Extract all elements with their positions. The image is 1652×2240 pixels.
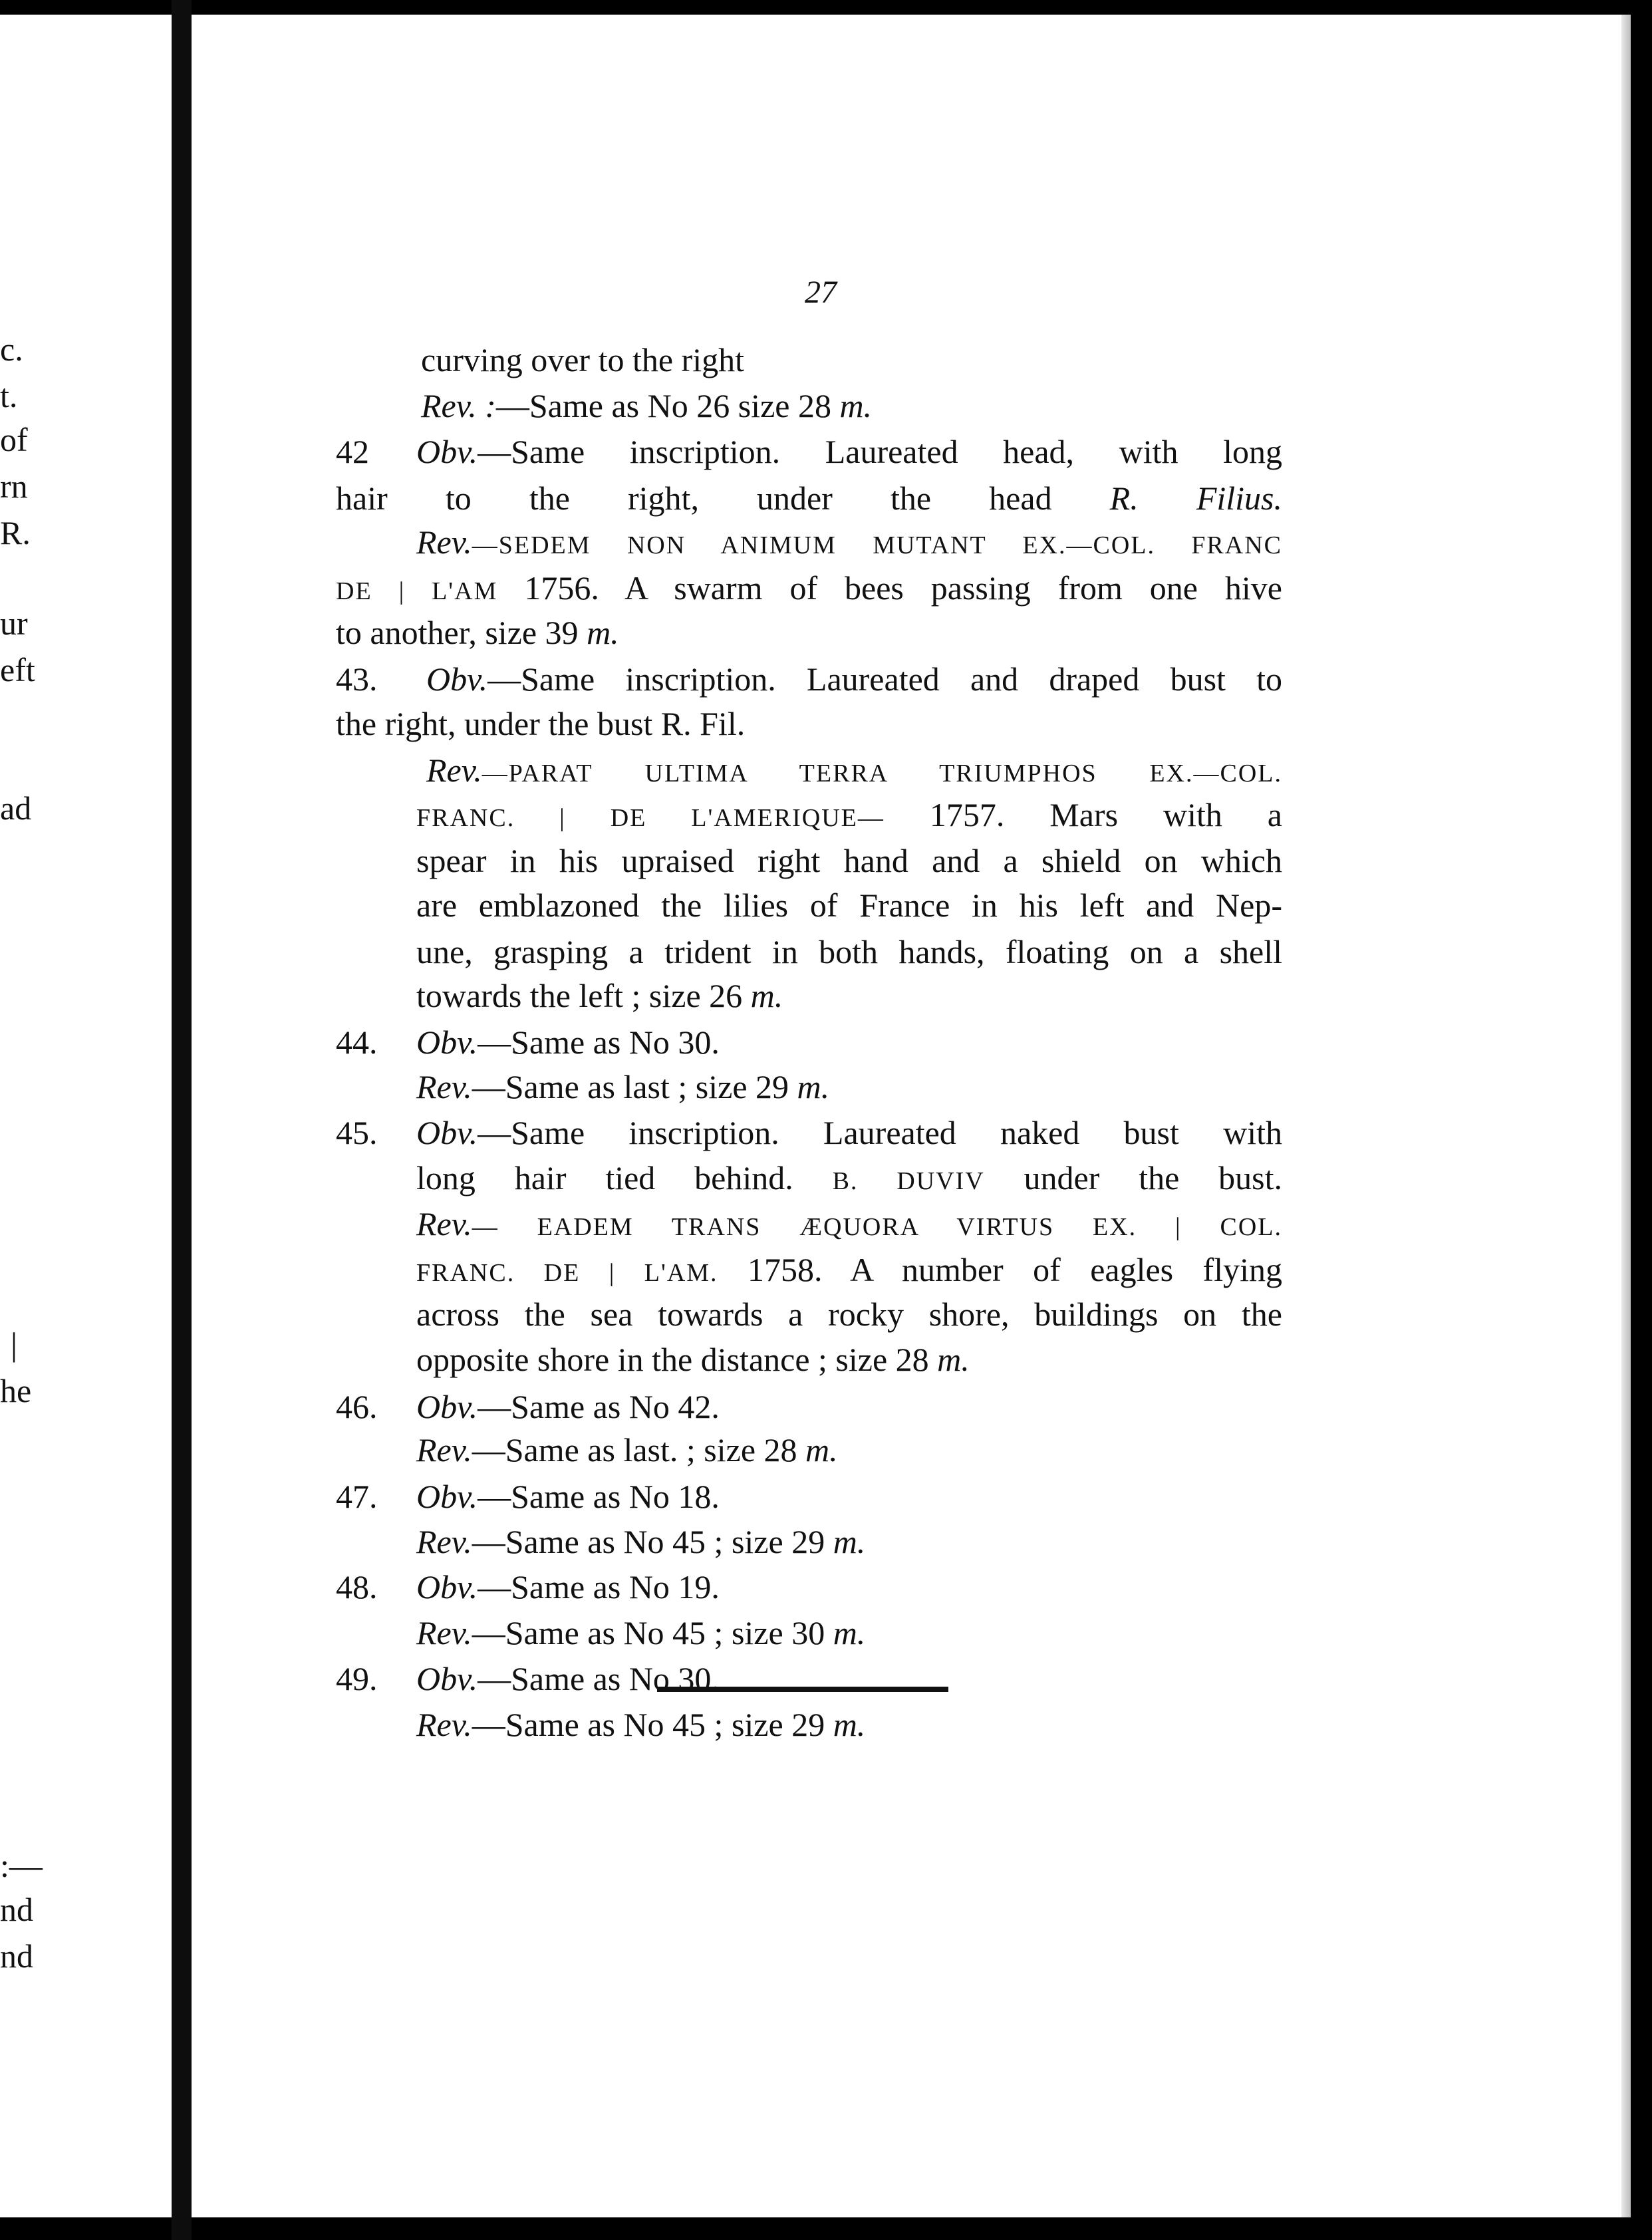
text-segment: —Same as last ; size 29 [472,1068,797,1105]
text-line [416,930,1282,974]
text-line [416,1703,865,1747]
text-segment: FRANC. DE | L'AM. [416,1259,718,1287]
text-segment: the right, under the bust R. Fil. [336,705,746,742]
text-line [416,1292,1282,1336]
text-line [416,1202,1282,1246]
text-line [416,1520,865,1564]
entry-number: 46. [336,1388,378,1425]
text-line [336,611,619,654]
facing-page-text-fragment: he [0,1372,32,1409]
entry-number: 43. [336,660,378,698]
facing-page-text-fragment: eft [0,651,35,688]
entry-number: 49. [336,1660,378,1697]
text-segment: R. Filius. [1109,480,1282,517]
text-line [416,974,783,1018]
text-segment: —Same inscription. Laureated head, with long [478,433,1282,470]
page-edge [1621,15,1631,2217]
text-segment: une, grasping a trident in both hands, floating on a shell [416,933,1282,970]
facing-page-text-fragment: ad [0,789,32,827]
text-segment: 1757. Mars with a [884,796,1282,833]
text-segment: under the bust. [984,1159,1282,1196]
text-segment: long hair tied behind. [416,1159,833,1196]
text-segment: 1756. A swarm of bees passing from one hive [524,569,1282,607]
text-line [416,1565,720,1609]
text-line [336,702,745,746]
text-segment: curving over to the right [421,341,744,378]
facing-page-text-fragment: c. [0,331,23,368]
text-segment: Obv. [416,1388,478,1425]
facing-page-text-fragment: nd [0,1891,33,1928]
text-line [416,1065,829,1109]
text-segment: Rev. [416,1205,472,1242]
text-line [416,793,1282,837]
facing-page-text-fragment: nd [0,1937,33,1975]
facing-page-text-fragment: rn [0,468,28,505]
facing-page-text-fragment: R. [0,514,31,551]
text-line [416,1248,1282,1292]
text-segment: opposite shore in the distance ; size 28 [416,1341,938,1378]
text-segment: Obv. [416,1478,478,1515]
text-segment: Obv. [416,433,478,470]
facing-page-text-fragment: :— [0,1847,43,1884]
text-line [416,1657,720,1701]
text-segment: Obv. [416,1568,478,1606]
text-line [416,1385,720,1429]
text-line [416,1156,1282,1200]
text-segment: —Same as No 30. [478,1660,720,1697]
text-line [416,1428,838,1472]
text-line [416,1611,865,1655]
text-segment: —PARAT ULTIMA TERRA TRIUMPHOS EX.—COL. [482,760,1282,787]
text-line [416,1474,720,1518]
text-line [416,839,1282,883]
text-segment: FRANC. | DE L'AMERIQUE— [416,804,885,832]
text-segment: —SEDEM NON ANIMUM MUTANT EX.—COL. FRANC [472,531,1282,559]
text-line [416,1337,970,1381]
text-line [421,384,872,428]
text-line [426,748,1282,792]
text-segment: Rev. [416,1614,472,1651]
text-segment: Rev. [416,1523,472,1560]
text-segment: m. [805,1431,838,1469]
text-segment: towards the left ; size 26 [416,977,751,1014]
text-segment: to another, size 39 [336,614,587,651]
entry-number: 44. [336,1024,378,1061]
text-segment: across the sea towards a rocky shore, buildings on the [416,1296,1282,1333]
text-segment: —Same as No 42. [478,1388,720,1425]
text-line [416,1020,720,1064]
entry-number: 42 [336,433,369,470]
text-segment: spear in his upraised right hand and a shield on which [416,842,1282,879]
text-segment: hair to the right, under the head [336,480,1110,517]
text-segment: —Same as No 45 ; size 29 [472,1523,833,1560]
text-segment: B. DUVIV [832,1167,985,1195]
text-segment: Rev. [416,1706,472,1743]
book-gutter [172,0,192,2240]
text-segment: —Same inscription. Laureated naked bust with [478,1114,1282,1151]
text-segment: —Same as No 26 size 28 [495,387,840,424]
facing-page-text-fragment: ur [0,605,28,642]
page-number: 27 [805,275,837,310]
text-segment: —Same as No 45 ; size 29 [472,1706,833,1743]
text-segment: m. [833,1706,866,1743]
entry-number: 45. [336,1114,378,1151]
text-segment: DE | L'AM [336,577,525,605]
text-segment: m. [750,977,783,1014]
text-line [416,1111,1282,1155]
entry-number: 47. [336,1478,378,1515]
facing-page-text-fragment: t. [0,377,18,414]
text-segment: Rev. [416,1431,472,1469]
text-line [416,883,1282,927]
text-segment: 1758. A number of eagles flying [718,1251,1282,1288]
text-segment: —Same as No 30. [478,1024,720,1061]
text-segment: Rev. [426,752,482,789]
facing-page-fragment [0,15,172,2217]
text-segment: —Same as No 19. [478,1568,720,1606]
text-segment: Obv. [416,1660,478,1697]
text-segment: —Same inscription. Laureated and draped bust to [487,660,1282,698]
entry-number: 48. [336,1568,378,1606]
text-line [426,657,1282,701]
text-segment: —Same as last. ; size 28 [472,1431,806,1469]
text-segment: m. [833,1614,866,1651]
text-segment: m. [797,1068,830,1105]
text-segment: m. [937,1341,970,1378]
text-segment: Obv. [416,1114,478,1151]
text-line [421,338,744,382]
text-segment: —Same as No 18. [478,1478,720,1515]
text-line [416,430,1282,474]
text-segment: m. [839,387,873,424]
facing-page-text-fragment: | [11,1326,18,1363]
text-segment: are emblazoned the lilies of France in his left and Nep- [416,887,1282,924]
text-line [336,476,1282,520]
text-segment: m. [833,1523,866,1560]
text-segment: —Same as No 45 ; size 30 [472,1614,833,1651]
text-segment: Obv. [426,660,488,698]
book-page [192,15,1631,2217]
text-line [416,520,1282,564]
text-segment: Rev. : [421,387,496,424]
text-segment: Rev. [416,1068,472,1105]
text-segment: — EADEM TRANS ÆQUORA VIRTUS EX. | COL. [472,1213,1282,1241]
text-segment: Rev. [416,523,472,561]
text-line [336,566,1282,610]
text-segment: Obv. [416,1024,478,1061]
text-segment: m. [587,614,619,651]
facing-page-text-fragment: of [0,421,28,458]
